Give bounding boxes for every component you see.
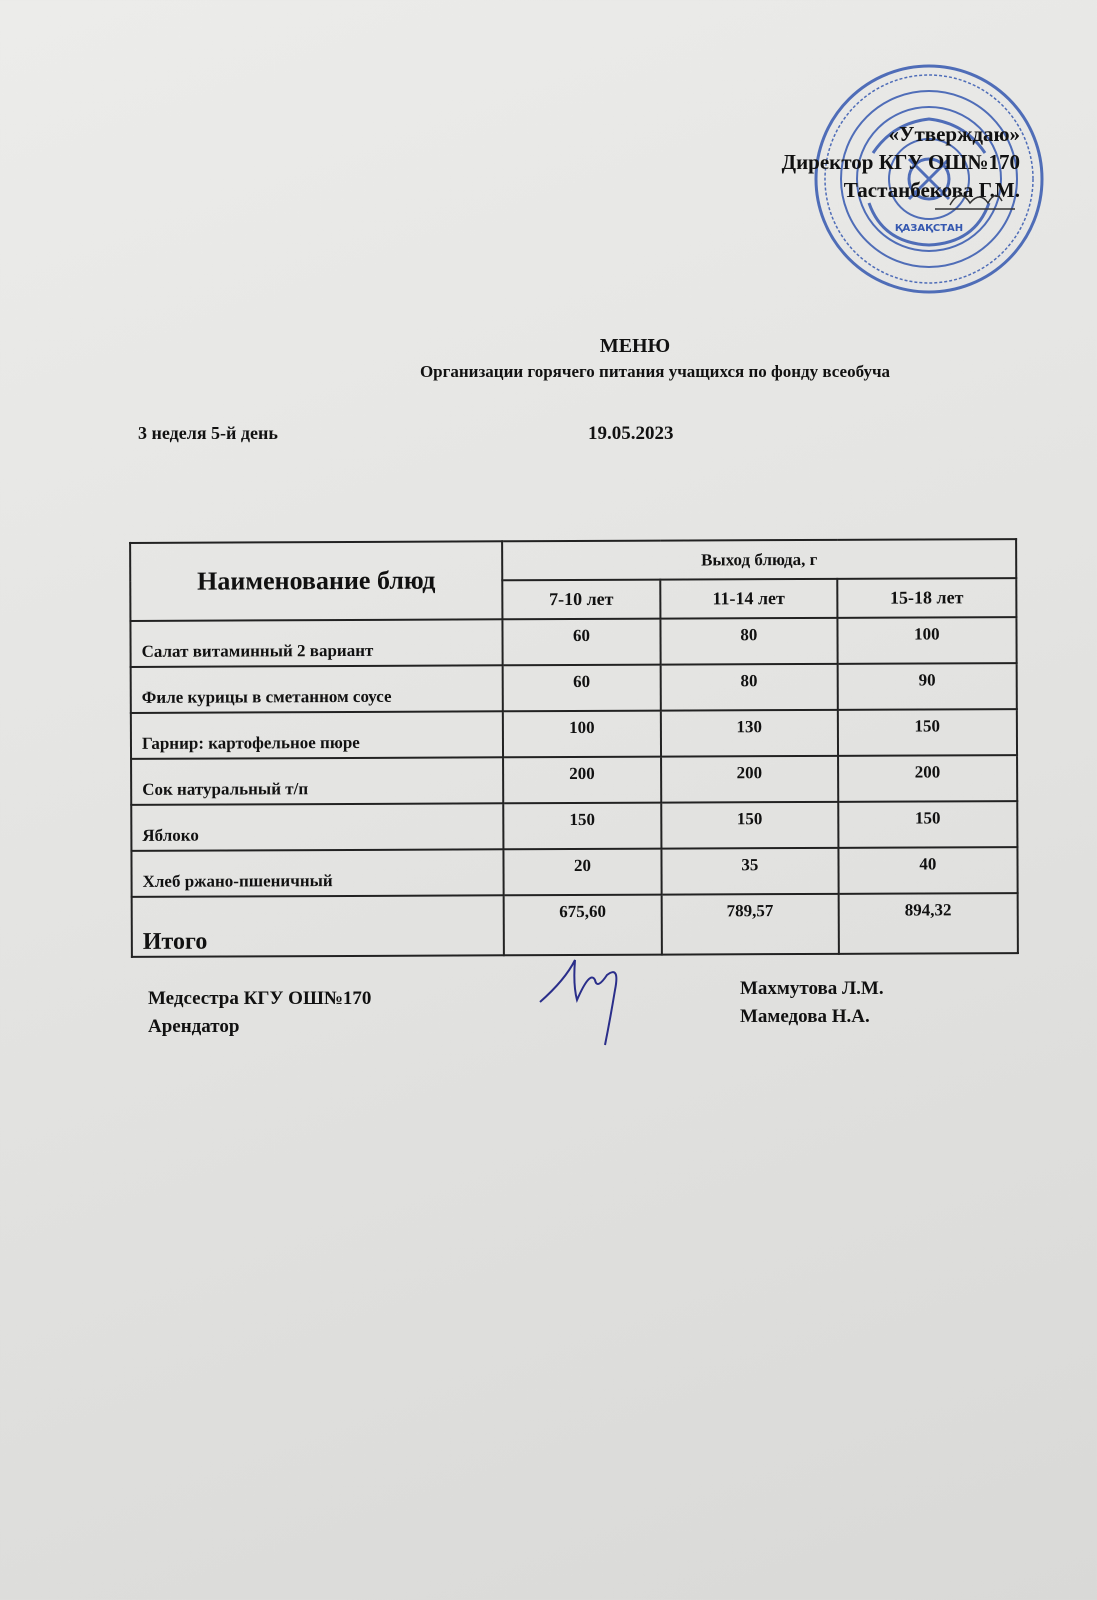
- menu-date: 19.05.2023: [588, 423, 674, 444]
- total-value: 789,57: [661, 894, 838, 955]
- table-row: [131, 801, 1017, 851]
- portion-value: 60: [503, 665, 661, 712]
- table-row: [131, 709, 1017, 759]
- portion-value: 35: [661, 848, 838, 895]
- portion-value: 100: [503, 711, 661, 758]
- header-age: 7-10 лет: [502, 580, 660, 620]
- document-subtitle: Организации горячего питания учащихся по фонду всеобуча: [419, 362, 891, 381]
- table-row: [131, 663, 1017, 713]
- portion-value: 200: [503, 757, 661, 804]
- dish-name: Сок натуральный т/п: [131, 757, 503, 805]
- director-title: Директор КГУ ОШ№170: [781, 150, 1020, 174]
- header-age: 11-14 лет: [660, 579, 837, 619]
- tenant-label: Арендатор: [148, 1016, 240, 1037]
- dish-name: Филе курицы в сметанном соусе: [131, 665, 503, 713]
- week-day: 3 неделя 5-й день: [138, 423, 278, 443]
- nurse-signature: [535, 940, 645, 1050]
- approval-label: «Утверждаю»: [888, 122, 1020, 146]
- portion-value: 150: [503, 803, 661, 850]
- portion-value: 80: [660, 618, 837, 665]
- tenant-name: Мамедова Н.А.: [740, 1006, 870, 1027]
- menu-table: [129, 538, 1019, 958]
- stamp-text: ҚАЗАҚСТАН: [894, 223, 964, 234]
- header-portion: Выход блюда, г: [502, 539, 1016, 580]
- table-row: [130, 617, 1016, 667]
- footer-roles: [148, 985, 371, 1041]
- portion-value: 20: [503, 849, 661, 896]
- total-value: 894,32: [838, 893, 1018, 954]
- director-name: Тастанбекова Г.М.: [843, 178, 1020, 202]
- dish-name: Яблоко: [131, 803, 503, 851]
- header-age: 15-18 лет: [837, 578, 1016, 618]
- dish-name: Гарнир: картофельное пюре: [131, 711, 503, 759]
- total-label: Итого: [132, 895, 504, 957]
- footer-names: [740, 975, 884, 1031]
- portion-value: 90: [837, 663, 1016, 710]
- nurse-label: Медсестра КГУ ОШ№170: [148, 988, 372, 1009]
- header-dish-name: Наименование блюд: [130, 541, 502, 621]
- portion-value: 80: [660, 664, 837, 711]
- dish-name: Хлеб ржано-пшеничный: [131, 849, 503, 897]
- portion-value: 150: [661, 802, 838, 849]
- dish-name: Салат витаминный 2 вариант: [130, 619, 502, 667]
- table-row: [131, 755, 1017, 805]
- portion-value: 200: [661, 756, 838, 803]
- director-signature: [930, 185, 1020, 215]
- portion-value: 200: [838, 755, 1017, 802]
- portion-value: 100: [837, 617, 1016, 664]
- portion-value: 40: [838, 847, 1017, 894]
- portion-value: 150: [838, 801, 1017, 848]
- total-value: 675,60: [504, 895, 662, 956]
- document-title: МЕНЮ: [599, 335, 671, 357]
- table-row: [131, 847, 1017, 897]
- portion-value: 60: [502, 619, 660, 666]
- portion-value: 150: [838, 709, 1017, 756]
- nurse-name: Махмутова Л.М.: [740, 978, 884, 999]
- portion-value: 130: [661, 710, 838, 757]
